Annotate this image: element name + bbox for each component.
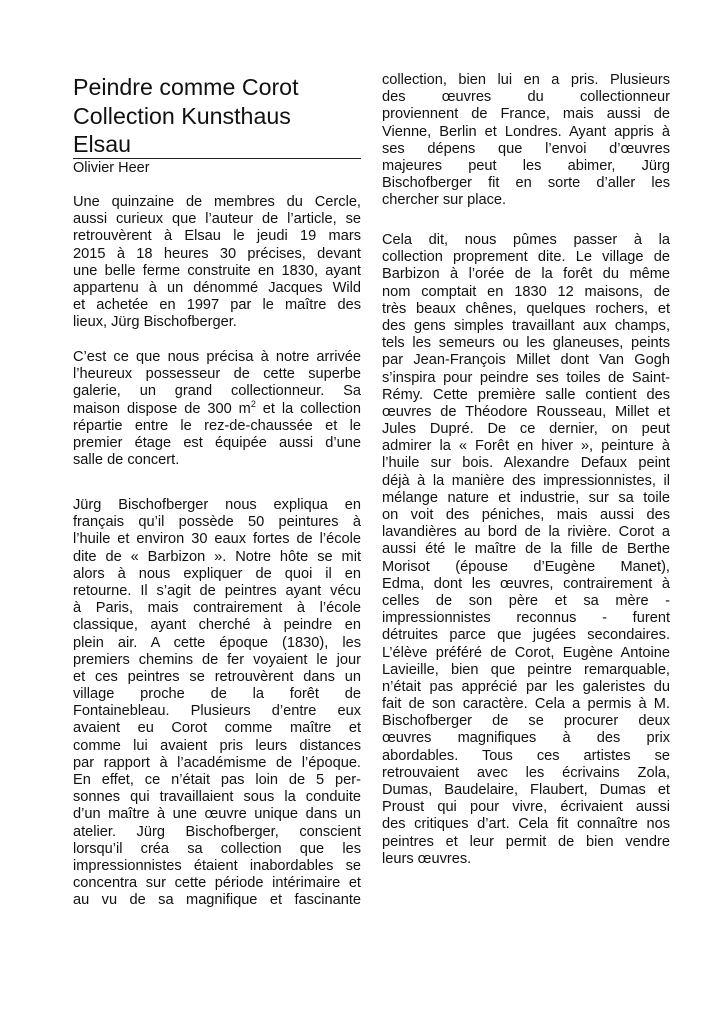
text-line: Bischofberger fit en sorte d’aller les bbox=[382, 175, 670, 192]
text-line: au vu de sa magnifique et fascinante bbox=[73, 892, 361, 909]
text-line: répartie entre le rez-de-chaussée et le bbox=[73, 417, 361, 434]
text-line: Bischofberger de se procurer deux bbox=[382, 713, 670, 730]
article-title bbox=[73, 73, 361, 159]
article-title-line: Collection Kunsthaus bbox=[73, 102, 291, 129]
text-line: l’huile sur bois. Alexandre Defaux peint bbox=[382, 455, 670, 472]
text-line: français qu’il possède 50 peintures à bbox=[73, 514, 361, 531]
text-fragment: maison dispose de 300 m bbox=[73, 400, 251, 417]
text-line: plein air. A cette époque (1830), les bbox=[73, 634, 361, 651]
text-line: C’est ce que nous précisa à notre arrivée bbox=[73, 349, 361, 365]
text-line: une belle ferme construite en 1830, ayant bbox=[73, 262, 361, 279]
text-line: village proche de la forêt de bbox=[73, 686, 361, 703]
title-divider bbox=[73, 158, 361, 159]
text-line: impressionnistes étaient inabordables se bbox=[73, 857, 361, 874]
text-line: Une quinzaine de membres du Cercle, bbox=[73, 194, 361, 210]
text-line: premiers chemins de fer voyaient le jour bbox=[73, 651, 361, 668]
text-line: lieux, Jürg Bischofberger. bbox=[73, 314, 237, 331]
text-line: alors à nous expliquer de quoi il en bbox=[73, 565, 361, 582]
text-line: L’élève préféré de Corot, Eugène Antoine bbox=[382, 644, 670, 661]
text-fragment: et la collection bbox=[255, 400, 361, 417]
text-line: par Jean-François Millet dont Van Gogh bbox=[382, 352, 670, 369]
text-line: collection, bien lui en a pris. Plusieurs bbox=[382, 72, 670, 88]
text-line: d’un maître à une œuvre unique dans un bbox=[73, 806, 361, 823]
text-line: premier étage est équipée aussi d’une bbox=[73, 434, 361, 451]
text-line: à Paris, mais contrairement à l’école bbox=[73, 600, 361, 617]
text-line: mélange nature et industrie, sur sa toile bbox=[382, 489, 670, 506]
text-line: tels les semeurs ou les glaneuses, peints bbox=[382, 335, 670, 352]
text-line: leurs œuvres. bbox=[382, 850, 472, 867]
text-line: des œuvres du collectionneur bbox=[382, 89, 670, 106]
text-line: collection proprement dite. Le village de bbox=[382, 249, 670, 266]
text-line: des gens simples travaillant aux champs, bbox=[382, 317, 670, 334]
paragraph bbox=[382, 232, 670, 868]
text-line: Fontainebleau. Plusieurs d’entre eux bbox=[73, 703, 361, 720]
text-line: celles de son père et sa mère - bbox=[382, 592, 670, 609]
text-line: œuvres magnifiques à des prix bbox=[382, 730, 670, 747]
text-line: En effet, ce n’était pas loin de 5 per- bbox=[73, 772, 361, 788]
text-line: et ces peintres se retrouvèrent dans un bbox=[73, 668, 361, 685]
text-line: Cela dit, nous pûmes passer à la bbox=[382, 232, 670, 248]
text-line: majeures peut les abimer, Jürg bbox=[382, 157, 670, 174]
text-line: comme lui avaient pris leurs distances bbox=[73, 737, 361, 754]
text-line: avaient eu Corot comme maître et bbox=[73, 720, 361, 737]
paragraph bbox=[73, 194, 361, 332]
text-line: détruites parce que jugées secondaires. bbox=[382, 627, 670, 644]
text-line: aussi curieux que l’auteur de l’article, se bbox=[73, 211, 361, 228]
text-line: salle de concert. bbox=[73, 452, 180, 469]
paragraph bbox=[73, 497, 361, 910]
text-line: Dumas, Baudelaire, Flaubert, Dumas et bbox=[382, 782, 670, 798]
text-line: s’inspira pour peindre ses toiles de Saint- bbox=[382, 369, 670, 386]
text-line: l’huile et environ 30 eaux fortes de l’école bbox=[73, 531, 361, 548]
text-line bbox=[73, 398, 361, 418]
text-line: Jürg Bischofberger nous expliqua en bbox=[73, 497, 361, 513]
text-line: nom comptait en 1830 12 maisons, de bbox=[382, 283, 670, 300]
text-line: 2015 à 18 heures 30 précises, devant bbox=[73, 245, 361, 262]
text-line: chercher sur place. bbox=[382, 192, 507, 209]
text-line: classique, ayant cherché à peindre en bbox=[73, 617, 361, 634]
text-line: Edma, dont les œuvres, contrairement à bbox=[382, 575, 670, 592]
text-line: sonnes qui travaillaient sous la conduite bbox=[73, 789, 361, 806]
text-line: déjà à la manière des impressionnistes, il bbox=[382, 472, 670, 489]
text-line: Vienne, Berlin et Londres. Ayant appris à bbox=[382, 123, 670, 140]
author-name: Olivier Heer bbox=[73, 160, 150, 176]
text-line: proviennent de France, mais aussi de bbox=[382, 106, 670, 123]
article-title-line: Elsau bbox=[73, 131, 132, 157]
paragraph bbox=[382, 72, 670, 210]
text-line: lavandières au bord de la rivière. Corot a bbox=[382, 524, 670, 541]
text-line: ses dépens que l’envoi d’œuvres bbox=[382, 140, 670, 157]
text-line: des critiques d’art. Cela fit connaître nos bbox=[382, 816, 670, 833]
text-line: œuvres de Théodore Rousseau, Millet et bbox=[382, 403, 670, 420]
article-title-line: Peindre comme Corot bbox=[73, 74, 299, 100]
superscript: 2 bbox=[250, 398, 256, 409]
text-line: abordables. Tous ces artistes se bbox=[382, 747, 670, 764]
text-line: très beaux chênes, quelques rochers, et bbox=[382, 300, 670, 317]
text-line: n’était pas apprécié par les galeristes du bbox=[382, 678, 670, 695]
text-line: on voit des péniches, mais aussi des bbox=[382, 507, 670, 523]
text-line: atelier. Jürg Bischofberger, conscient bbox=[73, 823, 361, 840]
text-line: peintres et leur permit de bien vendre bbox=[382, 833, 670, 850]
text-line: Barbizon à l’orée de la forêt du même bbox=[382, 266, 670, 283]
text-line: retourne. Il s’agit de peintres ayant vécu bbox=[73, 582, 361, 599]
text-line: dite de « Barbizon ». Notre hôte se mit bbox=[73, 548, 361, 565]
text-line: par rapport à l’académisme de l’époque. bbox=[73, 754, 361, 771]
text-line: Proust qui pour vivre, écrivaient aussi bbox=[382, 799, 670, 816]
text-line: Lavieille, bien que peintre remarquable, bbox=[382, 661, 670, 678]
text-line: aussi été le maître de la fille de Berthe bbox=[382, 541, 670, 558]
text-line: retrouvaient avec les écrivains Zola, bbox=[382, 764, 670, 781]
text-line: impressionnistes reconnus - furent bbox=[382, 610, 670, 627]
text-line: retrouvèrent à Elsau le jeudi 19 mars bbox=[73, 228, 361, 245]
text-line: fait de son caractère. Cela a permis à M. bbox=[382, 696, 670, 713]
paragraph bbox=[73, 349, 361, 469]
text-line: l’heureux possesseur de cette superbe bbox=[73, 366, 361, 383]
text-line: galerie, un grand collectionneur. Sa bbox=[73, 383, 361, 400]
text-line: Morisot (épouse d’Eugène Manet), bbox=[382, 558, 670, 575]
text-line: Rémy. Cette première salle contient des bbox=[382, 386, 670, 403]
text-line: et achetée en 1997 par le maître des bbox=[73, 297, 361, 314]
text-line: appartenu à un dénommé Jacques Wild bbox=[73, 279, 361, 296]
text-line: lorsqu’il créa sa collection que les bbox=[73, 840, 361, 857]
text-line: admirer la « Forêt en hiver », peinture à bbox=[382, 438, 670, 455]
text-line: concentra sur cette période intérimaire et bbox=[73, 875, 361, 892]
text-line: Jules Dupré. De ce dernier, on peut bbox=[382, 421, 670, 438]
